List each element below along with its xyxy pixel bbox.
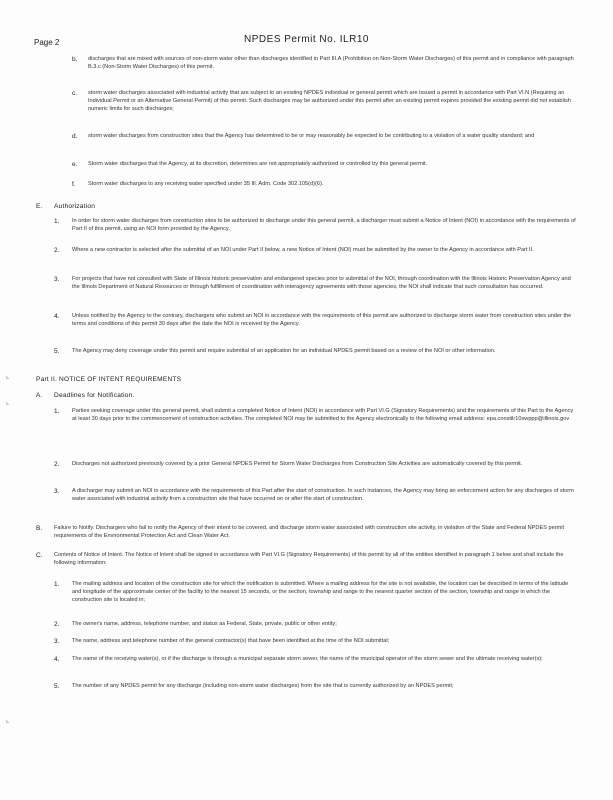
paragraph: Parties seeking coverage under this general permit, shall submit a completed Notice of Intent (NOI) in accordance with Part VI.G (Signatory Requirements) and the requirements of this Part to the Agency at least 30 days prior to the commencement of construction activities. The completed NOI may be submitted to the Agency electronically to the following email address: epa.constilr10swppp@illinois.gov (72, 408, 574, 423)
paragraph: Where a new contractor is selected after the submittal of an NOI under Part II below, a new Notice of Intent (NOI) must be submitted by the owner to the Agency in accordance with Part II. (72, 247, 534, 253)
item-label: 3. (54, 488, 60, 495)
item-label: 3. (54, 638, 60, 645)
page-number: Page 2 (34, 38, 60, 47)
item-label: 4. (54, 656, 60, 663)
paragraph: The Agency may deny coverage under this permit and require submittal of an application for an individual NPDES permit based on a review of the NOI or other information. (72, 348, 496, 354)
paragraph: Failure to Notify. Dischargers who fail to notify the Agency of their intent to be covered, and discharge storm water associated with construction site activity, in violation of the State and Federal NPDES permit requirements of the Environmental Protection Act and Clean Water Act. (54, 525, 565, 540)
paragraph: The mailing address and location of the construction site for which the notification is submitted. Where a mailing address for the site is not available, the location can be described in terms of the latitude and longitude of the approximate center of the facility to the nearest 15 seconds, or the section, township and range to the nearest quarter section of the section, township and range in which the construction site is located in; (72, 581, 569, 604)
paragraph: Contents of Notice of Intent. The Notice of Intent shall be signed in accordance with Part VI.G (Signatory Requirements) of this permit by all of the entities identified in paragraph 1 below and shall include the following information: (54, 552, 564, 567)
section-heading: Deadlines for Notification. (54, 392, 135, 399)
paragraph: discharges that are mixed with sources of non-storm water other than discharges identified in Part III.A (Prohibition on Non-Storm Water Discharges) of this permit and in compliance with paragraph B.3.c (Non-Storm Water Discharges) of this permit. (88, 56, 574, 71)
section-label: C. (36, 552, 43, 559)
scan-mark-icon: ⌞ (6, 717, 10, 724)
item-label: e. (72, 161, 78, 168)
item-label: 2. (54, 461, 60, 468)
paragraph: storm water discharges from construction sites that the Agency has determined to be or may reasonably be expected to be contributing to a violation of a water quality standard; and (88, 133, 535, 139)
paragraph: Discharges not authorized previously covered by a prior General NPDES Permit for Storm Water Discharges from Construction Site Activities are automatically covered by this permit. (72, 461, 523, 467)
item-label: f. (72, 181, 76, 188)
item-label: 2. (54, 247, 60, 254)
item-label: 5. (54, 348, 60, 355)
item-label: d. (72, 133, 78, 140)
paragraph: storm water discharges associated with industrial activity that are subject to an existing NPDES individual or general permit which are issued a permit in accordance with Part VI.N (Requiring an Individual Permit or an Alternative General Permit) of this permit. Such discharges may be authorized under this permit after an existing permit expires provided the existing permit did not establish numeric limits for such discharges; (88, 90, 571, 113)
item-label: 4. (54, 313, 60, 320)
paragraph: For projects that have not consulted with State of Illinois historic preservation and endangered species prior to submittal of the NOI, through coordination with the Illinois Historic Preservation Agency and the Illinois Department of Natural Resources or through fulfillment of coordination with interagency agreements with those agencies, the NOI shall indicate that such consultation has occurred. (72, 276, 571, 291)
section-label: B. (36, 525, 43, 532)
item-label: 1. (54, 218, 60, 225)
paragraph: A discharger may submit an NOI in accordance with the requirements of this Part after the start of construction. In such instances, the Agency may bring an enforcement action for any discharges of storm water associated with industrial activity from a construction site that have occurred on or after the start of construction. (72, 488, 574, 503)
section-label: A. (36, 392, 43, 399)
scan-mark-icon: ⌞ (6, 373, 10, 380)
section-label: E. (36, 203, 43, 210)
document-title: NPDES Permit No. ILR10 (244, 34, 369, 45)
item-label: 3. (54, 276, 60, 283)
item-label: 1. (54, 408, 60, 415)
part-heading: Part II. NOTICE OF INTENT REQUIREMENTS (36, 376, 182, 383)
paragraph: The name, address and telephone number of the general contractor(s) that have been identified at the time of the NOI submittal; (72, 638, 390, 644)
paragraph: The number of any NPDES permit for any discharge (including non-storm water discharges) from the site that is currently authorized by an NPDES permit; (72, 683, 454, 689)
paragraph: In order for storm water discharges from construction sites to be authorized to discharge under this general permit, a discharger must submit a Notice of Intent (NOI) in accordance with the requirements of Part II of this permit, using an NOI form provided by the Agency. (72, 218, 576, 233)
item-label: 2. (54, 621, 60, 628)
section-heading: Authorization (54, 203, 96, 210)
item-label: c. (72, 90, 78, 97)
paragraph: The name of the receiving water(s), or if the discharge is through a municipal separate storm sewer, the name of the municipal operator of the storm sewer and the ultimate receiving water(s); (72, 656, 543, 662)
paragraph: Unless notified by the Agency to the contrary, dischargers who submit an NOI in accordance with the requirements of this permit are authorized to discharge storm water from construction sites under the terms and conditions of this permit 30 days after the date the NOI is received by the Agency. (72, 313, 572, 328)
item-label: 1. (54, 581, 60, 588)
paragraph: Storm water discharges that the Agency, at its discretion, determines are not appropriately authorized or controlled by this general permit. (88, 161, 428, 167)
scan-mark-icon: ⌞ (6, 399, 10, 406)
paragraph: Storm water discharges to any receiving water specified under 35 Ill. Adm. Code 302.105(d)(6). (88, 181, 324, 187)
paragraph: The owner's name, address, telephone number, and status as Federal, State, private, public or other entity; (72, 621, 337, 627)
item-label: b. (72, 56, 78, 63)
item-label: 5. (54, 683, 60, 690)
